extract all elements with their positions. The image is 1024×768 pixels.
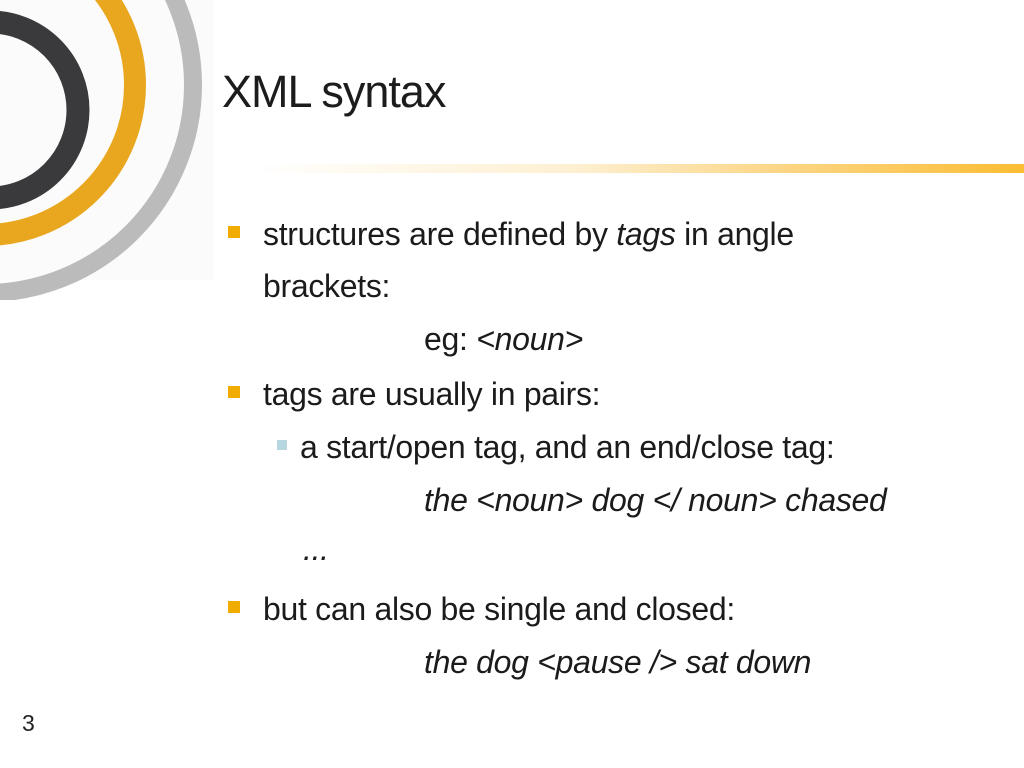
bullet-square-icon — [228, 386, 240, 398]
slide-number: 3 — [22, 710, 35, 736]
example-line-noun-dog: the <noun> dog </ noun> chased — [424, 482, 887, 518]
page-title: XML syntax — [222, 66, 446, 117]
ellipsis-line: ... — [303, 531, 329, 567]
example-text: eg: <noun> — [424, 321, 583, 357]
bullet-item-pairs — [228, 373, 600, 415]
bullet-text: tags are usually in pairs: — [263, 376, 601, 412]
bullet-item-single-closed — [228, 588, 735, 630]
sub-bullet-text: a start/open tag, and an end/close tag: — [300, 429, 835, 465]
example-line-pause: the dog <pause /> sat down — [424, 644, 812, 680]
example-line-eg-noun — [424, 318, 583, 360]
sub-bullet-square-icon — [277, 440, 287, 450]
sub-bullet-item-start-end-tag — [277, 426, 834, 468]
bullet-text: but can also be single and closed: — [263, 591, 735, 627]
bullet-item-structures — [228, 213, 794, 255]
circles-logo-icon — [0, 0, 222, 300]
bullet-square-icon — [228, 601, 240, 613]
accent-gradient-bar — [256, 164, 1024, 173]
bullet-text: structures are defined by tags in angle — [263, 216, 794, 252]
bullet-square-icon — [228, 226, 240, 238]
bullet-text-continuation: brackets: — [263, 268, 391, 304]
